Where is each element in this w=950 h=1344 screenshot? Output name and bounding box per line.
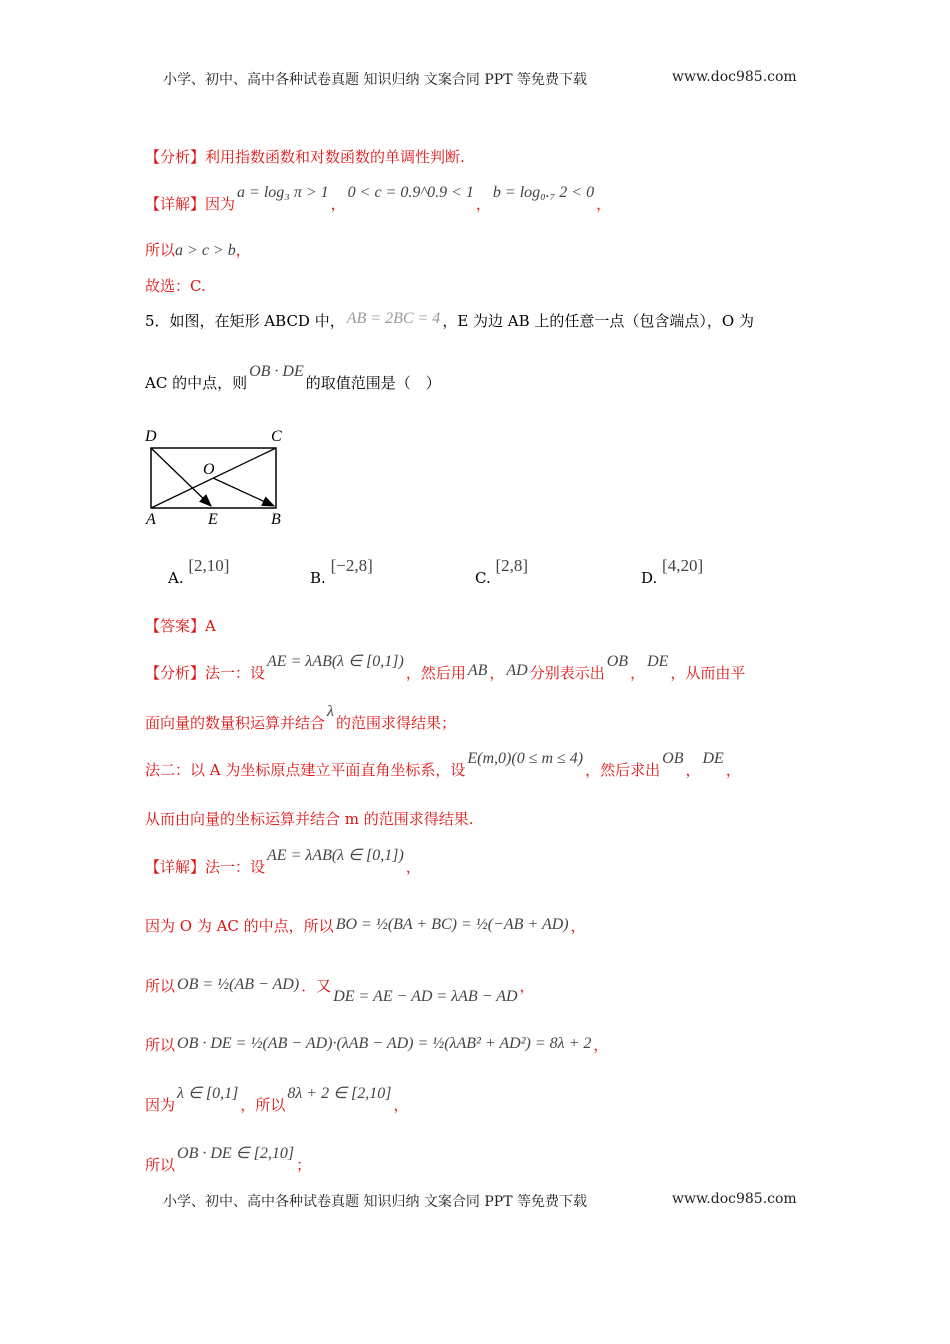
math: BO = ½(BA + BC) = ½(−AB + AD) (335, 916, 569, 933)
text: 所以 (145, 1156, 176, 1174)
math: OB · DE = ½(AB − AD)·(λAB − AD) = ½(λAB² + AD²) = 8λ + 2 (177, 1035, 592, 1052)
option-value: [2,8] (495, 556, 529, 575)
vector-ob (213, 478, 274, 506)
option-value: [−2,8] (330, 556, 373, 575)
option-a[interactable] (168, 556, 230, 588)
label-b: B (271, 511, 281, 528)
math: AE = λAB(λ ∈ [0,1]) (267, 653, 404, 670)
text: ， (405, 858, 421, 876)
text: 分别表示出 (529, 664, 605, 682)
text: 【详解】法一：设 (145, 858, 266, 876)
text: ，从而由平 (670, 664, 746, 682)
text: 因为 O 为 AC 的中点，所以 (145, 917, 334, 935)
prev-detail: 【详解】因为a = log₃ π > 1，0 < c = 0.9^0.9 < 1，b = log₀.₇ 2 < 0， (145, 184, 612, 213)
option-value: [4,20] (662, 556, 704, 575)
math: λ (327, 703, 334, 720)
text: ； (296, 1156, 312, 1174)
math: 0 < c = 0.9^0.9 < 1 (347, 184, 474, 201)
text: ，所以 (240, 1096, 286, 1114)
text: ，然后用 (405, 664, 466, 682)
option-label: D. (641, 569, 658, 587)
prev-analysis: 【分析】利用指数函数和对数函数的单调性判断. (145, 148, 465, 166)
prev-choice: 故选：C. (145, 277, 206, 295)
option-c[interactable] (475, 556, 529, 588)
math: OB · DE (249, 363, 304, 380)
math: AD (506, 662, 528, 679)
footer-site: www.doc985.com (672, 1191, 797, 1207)
option-label: B. (310, 569, 326, 587)
text: ， (235, 241, 251, 259)
math: b = log₀.₇ 2 < 0 (492, 184, 595, 201)
text: ，E 为边 AB 上的任意一点（包含端点），O 为 (442, 312, 754, 330)
text: 5．如图，在矩形 ABCD 中， (145, 312, 345, 330)
math: λ ∈ [0,1] (177, 1085, 239, 1102)
math: DE (647, 653, 669, 670)
text: ， (725, 761, 741, 779)
text: ， (685, 761, 701, 779)
math: a > c > b (175, 242, 236, 259)
text: ， (519, 977, 535, 995)
math: DE (702, 750, 724, 767)
text: AC 的中点，则 (145, 374, 248, 392)
option-value: [2,10] (188, 556, 230, 575)
option-d[interactable] (641, 556, 704, 588)
detail-line5 (145, 1085, 409, 1115)
text: ， (393, 1096, 409, 1114)
text: ， (593, 1036, 609, 1054)
text: 因为 (145, 1096, 176, 1114)
label-e: E (208, 511, 218, 528)
detail-line4 (145, 1034, 608, 1055)
math: OB = ½(AB − AD) (177, 976, 300, 993)
text: ， (570, 917, 586, 935)
text: 【分析】法一：设 (145, 664, 266, 682)
detail-line1 (145, 847, 421, 877)
header-text: 小学、初中、高中各种试卷真题 知识归纳 文案合同 PPT 等免费下载 (163, 72, 587, 88)
analysis-line4: 从而由向量的坐标运算并结合 m 的范围求得结果. (145, 810, 474, 828)
text: 所以 (145, 977, 176, 995)
label-o: O (203, 461, 215, 478)
text: 所以 (145, 1036, 176, 1054)
math: DE = AE − AD = λAB − AD (333, 988, 518, 1005)
text: ．又 (301, 977, 332, 995)
footer-text: 小学、初中、高中各种试卷真题 知识归纳 文案合同 PPT 等免费下载 (163, 1194, 587, 1210)
vector-de (151, 448, 211, 506)
math: AB = 2BC = 4 (346, 310, 441, 327)
analysis-line2 (145, 703, 456, 733)
text: 的范围求得结果； (335, 714, 456, 732)
detail-label: 【详解】因为 (145, 195, 236, 213)
answer: 【答案】A (145, 617, 216, 635)
label-c: C (271, 428, 282, 445)
label-a: A (146, 511, 156, 528)
detail-line3 (145, 975, 535, 1005)
analysis-line1 (145, 653, 746, 683)
math: AB (467, 662, 488, 679)
math: OB (606, 653, 629, 670)
header-site: www.doc985.com (672, 69, 797, 85)
text: ，然后求出 (585, 761, 661, 779)
text: 所以 (145, 241, 176, 259)
label-d: D (145, 428, 157, 445)
text: ， (630, 664, 646, 682)
math: OB (662, 750, 684, 767)
text: ， (489, 664, 505, 682)
math: a = log₃ π > 1 (237, 184, 329, 201)
math: E(m,0)(0 ≤ m ≤ 4) (467, 750, 584, 767)
text: 法二：以 A 为坐标原点建立平面直角坐标系，设 (145, 761, 466, 779)
option-label: A. (168, 569, 184, 587)
math: AE = λAB(λ ∈ [0,1]) (267, 847, 404, 864)
option-b[interactable] (310, 556, 373, 588)
math: OB · DE ∈ [2,10] (177, 1145, 295, 1162)
analysis-line3 (145, 750, 741, 780)
text: 面向量的数量积运算并结合 (145, 714, 326, 732)
option-label: C. (475, 569, 491, 587)
detail-line2 (145, 915, 586, 936)
detail-line6 (145, 1145, 312, 1175)
math: 8λ + 2 ∈ [2,10] (287, 1085, 392, 1102)
text: 的取值范围是（ ） (305, 374, 441, 392)
